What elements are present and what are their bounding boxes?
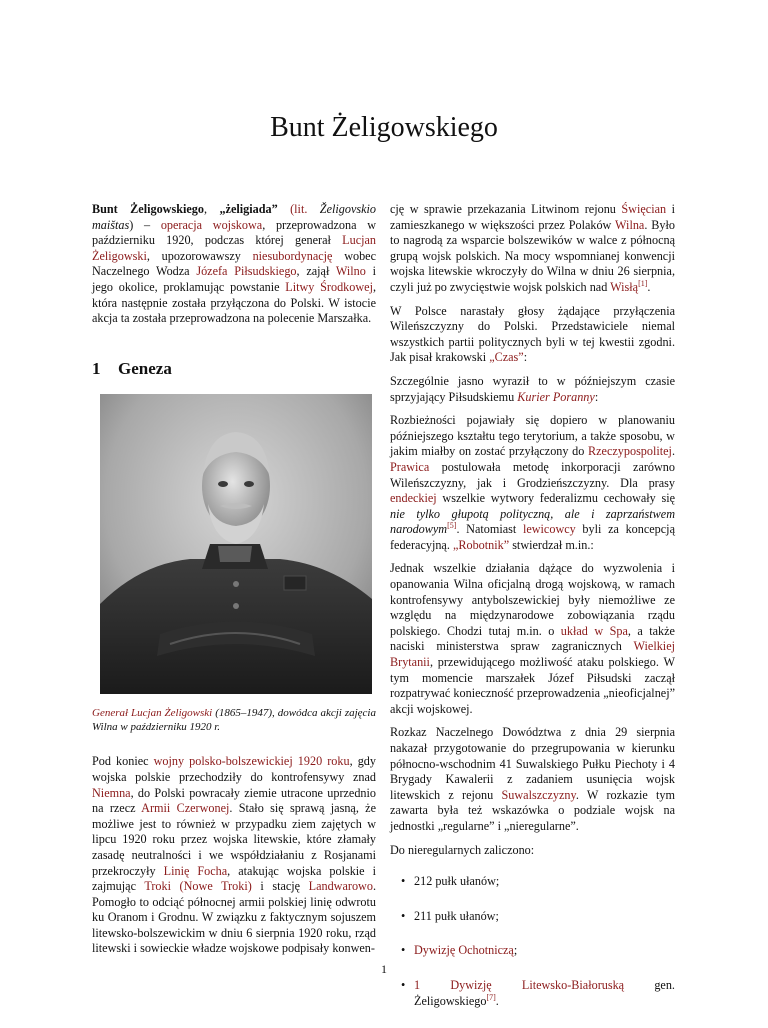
left-paragraph: Pod koniec wojny polsko-bolszewickiej 1920 roku, gdy wojska polskie przechodziły do kontrofensywy znad Niemna, do Polski powracały ziemie utracone uprzednio na rzecz Armii Czerwonej. Stało się sprawą jasną, że możliwe jest to również w przypadku ziem zajętych w lipcu 1920 roku przez wojska litewskie, które złamały zasadę neutralności i we współdziałaniu z Rosjanami przekroczyły Linię Focha, atakując wojska polskie i zajmując Troki (Nowe Troki) i stację Landwarowo. Pomogło to odciąć północnej armii polskiej linię odwrotu ku Oranom i Grodnu. W związku z faktycznym sojuszem litewsko-bolszewickim w dniu 6 sierpnia 1920 roku, rząd litewski i sowieckie władze wojskowe podpisały konwen-	[92, 754, 376, 956]
intro-alt-name: „żeligiada”	[219, 202, 278, 216]
link-lucjan-zeligowski[interactable]: Lucjan Żeligowski	[92, 233, 376, 263]
link-operacja-wojskowa[interactable]: operacja wojskowa	[160, 217, 263, 232]
link-endecja[interactable]: endeckiej	[390, 491, 437, 506]
portrait-photo	[100, 394, 372, 694]
bullet-icon: •	[401, 874, 406, 889]
caption-link[interactable]: Generał Lucjan Żeligowski	[92, 707, 213, 720]
link-wilno[interactable]: Wilno	[335, 264, 366, 279]
link-swiecian[interactable]: Święcian	[621, 202, 667, 216]
link-dywizja-litewsko-bialoruska[interactable]: 1 Dywizję Litewsko-Białoruską	[414, 977, 625, 992]
list-item: • 1 Dywizję Litewsko-Białoruską gen. Żeligowskiego[7].	[401, 977, 675, 1008]
link-armia-czerwona[interactable]: Armii Czerwonej	[141, 801, 230, 816]
section-title: Geneza	[118, 358, 172, 378]
link-wilna[interactable]: Wilna	[615, 217, 645, 232]
list-item: • 211 pułk ułanów;	[401, 908, 499, 923]
link-wojna-polsko-bolszewicka[interactable]: wojny polsko-bolszewickiej 1920 roku	[153, 754, 350, 769]
link-prawica[interactable]: Prawica	[390, 459, 430, 474]
page-title: Bunt Żeligowskiego	[270, 112, 498, 143]
link-dywizja-ochotnicza[interactable]: Dywizję Ochotniczą	[414, 943, 514, 958]
intro-term: Bunt Żeligowskiego	[92, 202, 204, 216]
bullet-icon: •	[401, 977, 406, 992]
right-column	[390, 202, 675, 1028]
lit-name: Želigovskio maištas	[92, 202, 376, 232]
ref-7[interactable]: [7]	[486, 992, 496, 1002]
list-item: • Dywizję Ochotniczą;	[401, 943, 518, 958]
link-wielka-brytania[interactable]: Wielkiej Brytanii	[390, 639, 675, 670]
link-robotnik[interactable]: „Robotnik”	[452, 537, 510, 552]
right-paragraph-3: Szczególnie jasno wyraził to w późniejszym czasie sprzyjający Piłsudskiemu Kurier Poranny:	[390, 373, 675, 404]
right-paragraph-6: Rozkaz Naczelnego Dowództwa z dnia 29 sierpnia nakazał przygotowanie do przegrupowania w kierunku północno-wschodnim 41 Suwalskiego Pułku Piechoty i 4 Brygady Kawalerii z zadaniem usunięcia wojsk litewskich z rejonu Suwalszczyzny. W rozkazie tym zawarta była też wskazówka o podziale wojsk na jednostki „regularne” i „nieregularne”.	[390, 725, 676, 833]
list-item: • 212 pułk ułanów;	[401, 874, 500, 889]
section-number: 1	[92, 358, 101, 378]
bullet-icon: •	[401, 908, 406, 923]
right-paragraph-4: Rozbieżności pojawiały się dopiero w planowaniu późniejszego kształtu tego terytorium, a także sposobu, w jakim miałby on zostać przyłączony do Rzeczypospolitej. Prawica postulowała metodę inkorporacji zarówno Wileńszczyzny, jak i Grodzieńszczyzny. Dla prasy endeckiej wszelkie wytwory federalizmu cechowały się nie tylko głupotą polityczną, ale i zaprzaństwem narodowym[5]. Natomiast lewicowcy byli za koncepcją federacyjną. „Robotnik” stwierdzał m.in.:	[390, 413, 675, 552]
link-linia-focha[interactable]: Linię Focha	[163, 863, 228, 878]
right-paragraph-5: Jednak wszelkie działania dążące do wyzwolenia i opanowania Wilna oficjalną drogą wojskową, w ramach kontrofensywy antybolszewickiej były niemożliwe ze względu na międzynarodowe zobowiązania rządu polskiego. Chodzi tutaj m.in. o układ w Spa, a także naciski ministerstwa spraw zagranicznych Wielkiej Brytanii, przewidującego możliwość ataku polskiego. W tym momencie marszałek Józef Piłsudski zaczął rozpatrywać konieczność przeprowadzenia „nieoficjalnej” akcji wojskowej.	[390, 561, 675, 716]
units-list	[390, 874, 675, 1009]
right-paragraph-2: W Polsce narastały głosy żądające przyłączenia Wileńszczyzny do Polski. Przedstawiciele niemal wszystkich partii politycznych byli w tej kwestii zgodni. Jak pisał krakowski „Czas”:	[390, 303, 675, 365]
link-rzeczpospolita[interactable]: Rzeczypospolitej	[588, 444, 672, 459]
link-wisla[interactable]: Wisłą	[610, 279, 639, 294]
link-landwarowo[interactable]: Landwarowo	[308, 879, 373, 894]
link-troki[interactable]: Troki (Nowe Troki)	[144, 879, 252, 894]
link-czas[interactable]: „Czas”	[489, 350, 524, 365]
right-paragraph-1: cję w sprawie przekazania Litwinom rejonu Święcian i zamieszkanego w większości przez Polaków Wilna. Było to nagrodą za wsparcie bolszewików w walce z północną grupą wojsk polskich. Na mocy wspomnianej konwencji wojska litewskie wkroczyły do Wilna w dniu 26 sierpnia, czyli już po zwycięstwie wojsk polskich nad Wisłą[1].	[390, 202, 675, 294]
ref-5[interactable]: [5]	[447, 521, 457, 531]
section-heading	[92, 358, 376, 378]
right-paragraph-7: Do nieregularnych zaliczono:	[390, 842, 535, 857]
link-jozef-pilsudski[interactable]: Józefa Piłsudskiego	[196, 264, 297, 279]
link-litwa-srodkowa[interactable]: Litwy Środkowej	[285, 279, 373, 294]
intro-paragraph: Bunt Żeligowskiego, „żeligiada” (lit. Želigovskio maištas) – operacja wojskowa, przeprowadzona w październiku 1920, podczas której generał Lucjan Żeligowski, upozorowawszy niesubordynację wobec Naczelnego Wodza Józefa Piłsudskiego, zajął Wilno i jego okolice, proklamując powstanie Litwy Środkowej, która następnie została przyłączona do Polski. W istocie akcja ta została przeprowadzona na polecenie Marszałka.	[92, 202, 377, 326]
link-kurier-poranny[interactable]: Kurier Poranny	[517, 389, 595, 404]
link-niesubordynacja[interactable]: niesubordynację	[252, 248, 333, 263]
page-number: 1	[381, 962, 387, 976]
left-column	[92, 202, 376, 965]
lit-link[interactable]: (lit.	[290, 202, 320, 216]
photo-caption: Generał Lucjan Żeligowski (1865–1947), dowódca akcji zajęcia Wilna w październiku 1920 r.	[92, 707, 376, 734]
bullet-icon: •	[401, 943, 406, 958]
ref-1[interactable]: [1]	[638, 278, 648, 288]
link-suwalszczyzna[interactable]: Suwalszczyzny	[501, 787, 576, 802]
quote-italic: nie tylko głupotą polityczną, ale i zaprzaństwem narodowym	[390, 506, 675, 537]
link-uklad-w-spa[interactable]: układ w Spa	[560, 623, 628, 638]
link-lewicowcy[interactable]: lewicowcy	[522, 522, 576, 537]
link-niemen[interactable]: Niemna	[92, 785, 131, 800]
